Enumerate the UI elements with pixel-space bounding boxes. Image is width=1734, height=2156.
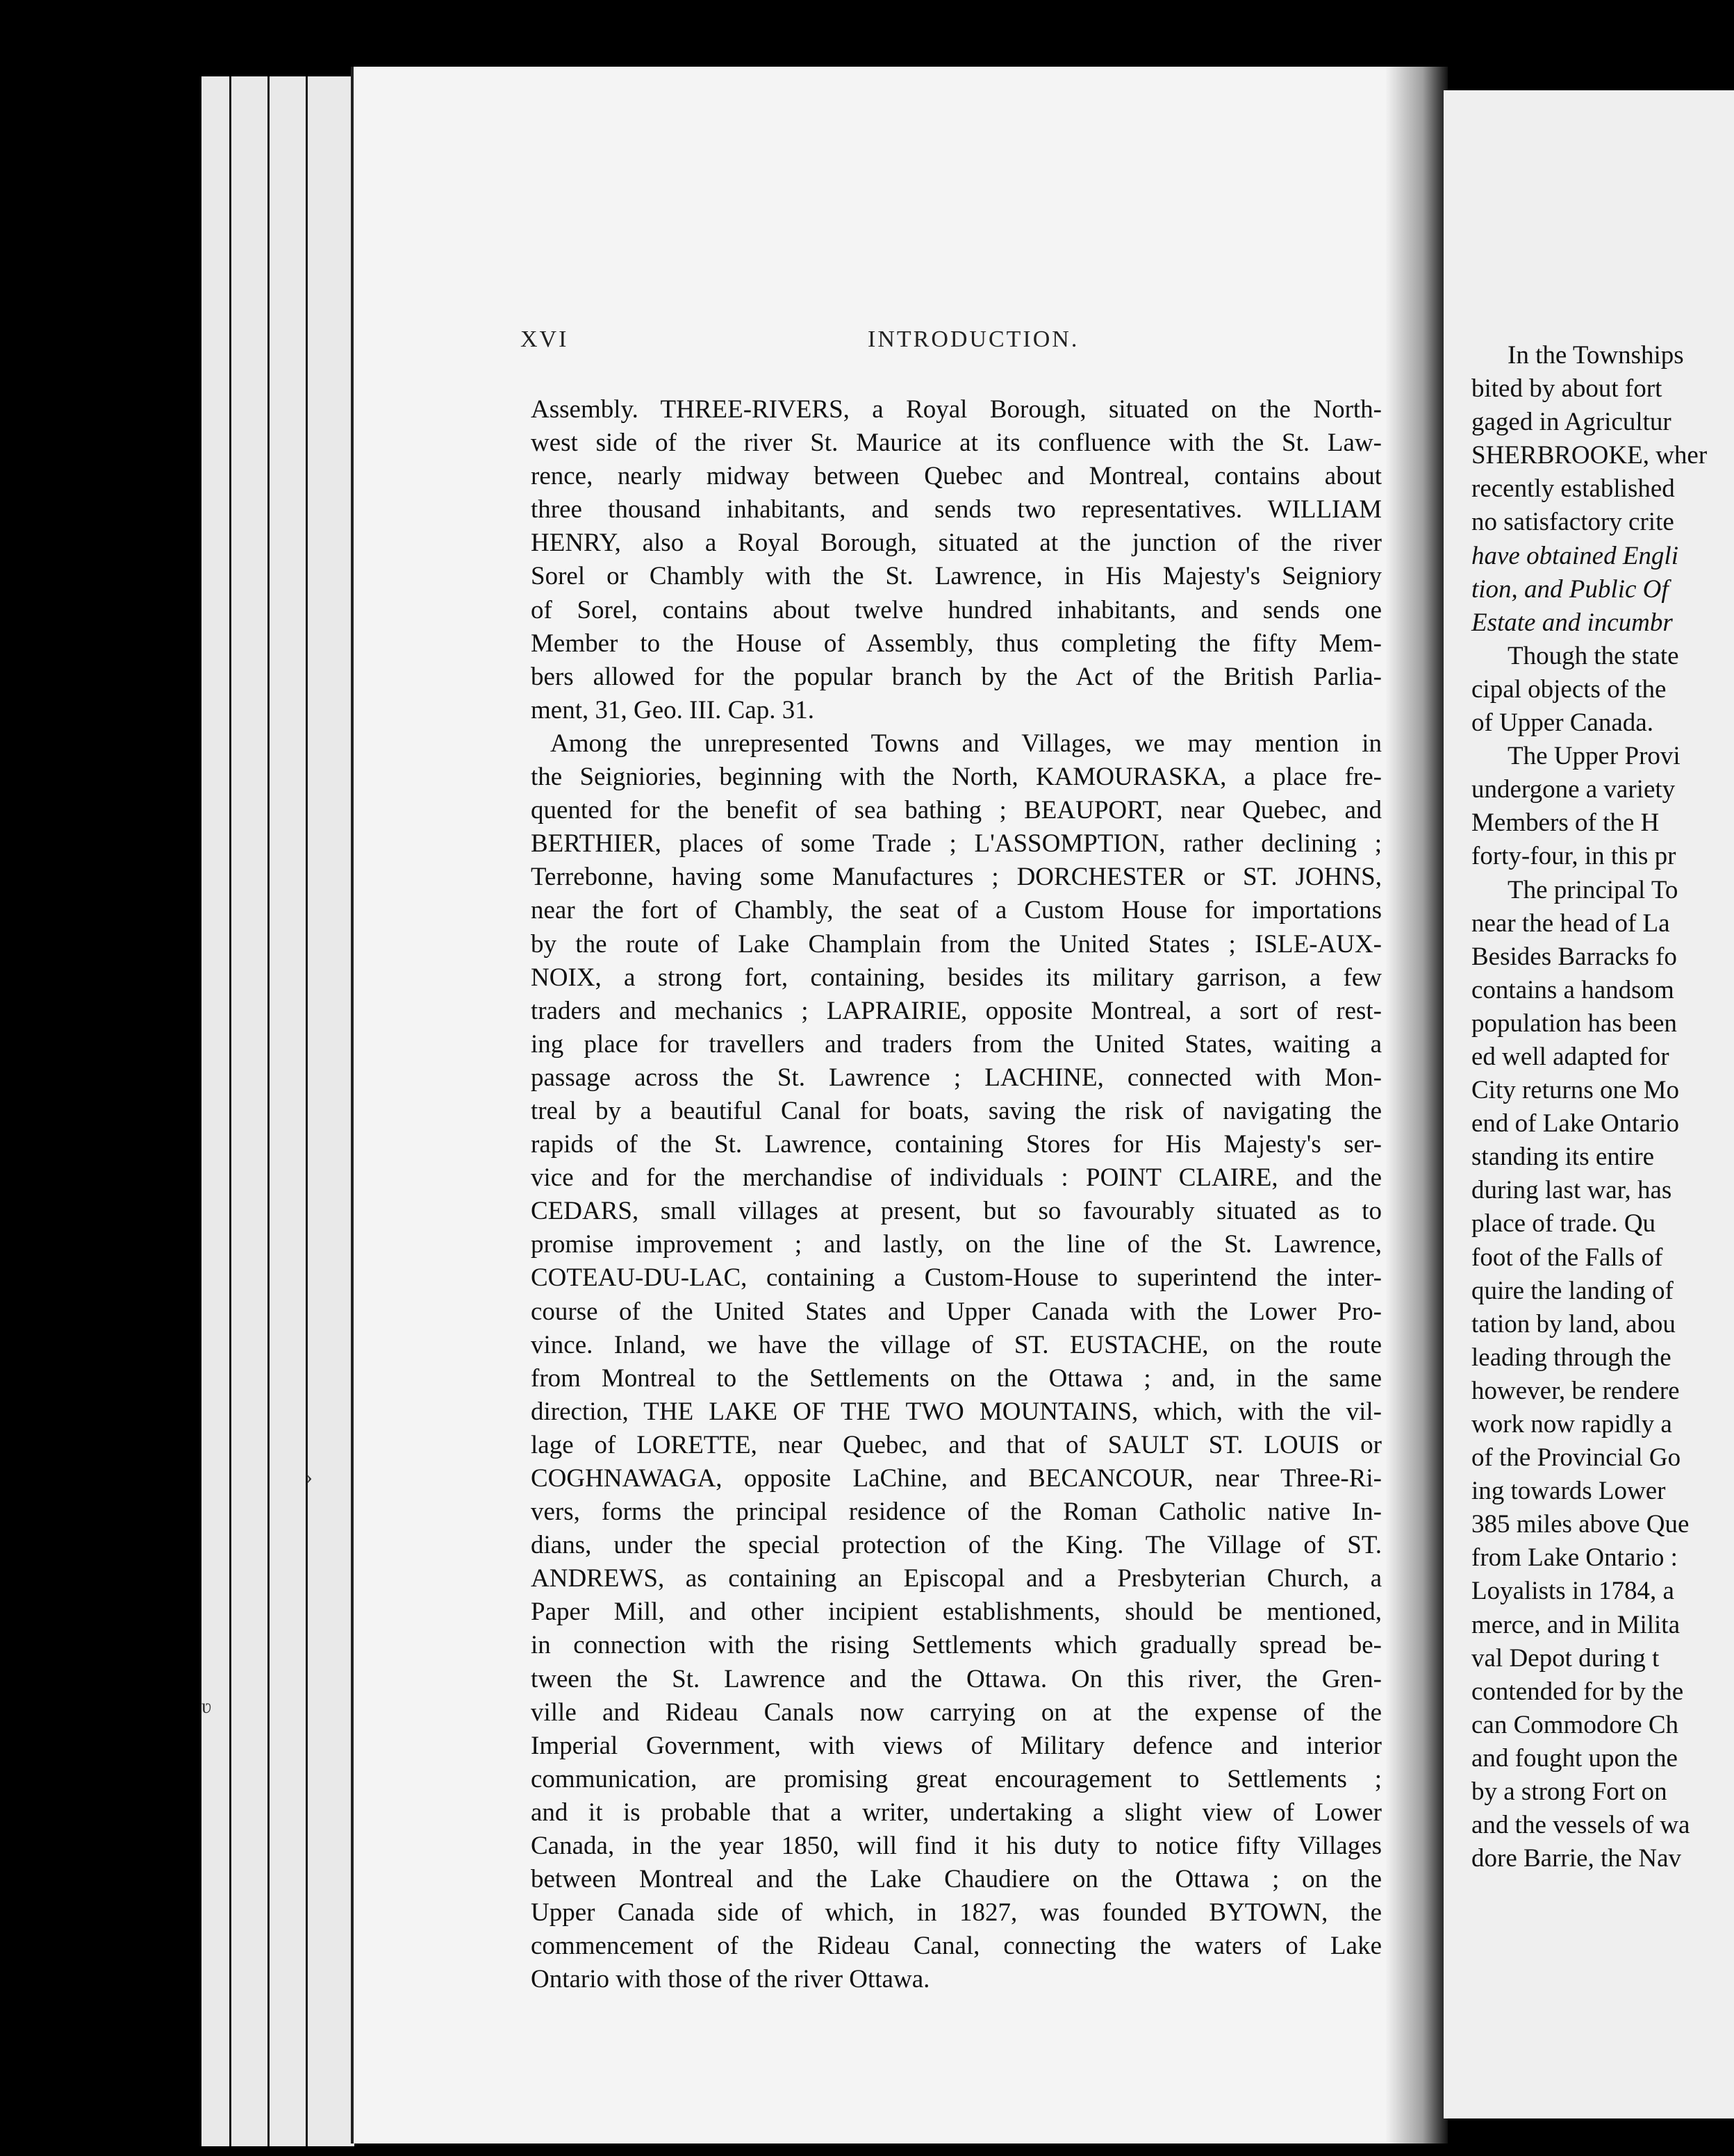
text-line: rence, nearly midway between Quebec and Montreal, contains about xyxy=(531,462,1382,491)
main-page xyxy=(351,67,1448,2143)
text-line: contended for by the xyxy=(1471,1677,1684,1706)
running-title: INTRODUCTION. xyxy=(868,326,1080,352)
text-line: ANDREWS, as containing an Episcopal and a Presbyterian Church, a xyxy=(531,1564,1382,1593)
text-line: lage of LORETTE, near Quebec, and that of SAULT ST. LOUIS or xyxy=(531,1430,1382,1459)
text-line: course of the United States and Upper Canada with the Lower Pro- xyxy=(531,1297,1382,1326)
text-line: treal by a beautiful Canal for boats, saving the risk of navigating the xyxy=(531,1096,1382,1125)
text-line: Sorel or Chambly with the St. Lawrence, in His Majesty's Seigniory xyxy=(531,562,1382,591)
text-line: Ontario with those of the river Ottawa. xyxy=(531,1965,930,1994)
text-line: traders and mechanics ; LAPRAIRIE, opposite Montreal, a sort of rest- xyxy=(531,996,1382,1025)
facing-page-text xyxy=(1471,339,1734,1875)
text-line: tation by land, abou xyxy=(1471,1309,1676,1338)
text-line: ville and Rideau Canals now carrying on at the expense of the xyxy=(531,1698,1382,1727)
text-line: Upper Canada side of which, in 1827, was founded BYTOWN, the xyxy=(531,1898,1382,1927)
text-line: 385 miles above Que xyxy=(1471,1510,1690,1539)
text-line: HENRY, also a Royal Borough, situated at the junction of the river xyxy=(531,529,1382,558)
text-line: west side of the river St. Maurice at its confluence with the St. Law- xyxy=(531,429,1382,458)
text-line: Imperial Government, with views of Military defence and interior xyxy=(531,1731,1382,1760)
text-line: SHERBROOKE, wher xyxy=(1471,441,1708,470)
text-line: foot of the Falls of xyxy=(1471,1243,1663,1272)
text-line: The principal To xyxy=(1508,875,1678,904)
text-line: however, be rendere xyxy=(1471,1376,1680,1405)
text-line: the Seigniories, beginning with the North, KAMOURASKA, a place fre- xyxy=(531,763,1382,792)
text-line: merce, and in Milita xyxy=(1471,1610,1681,1639)
text-line: and the vessels of wa xyxy=(1471,1811,1690,1840)
text-line: ing place for travellers and traders from the United States, waiting a xyxy=(531,1029,1382,1059)
text-line: vice and for the merchandise of individuals : POINT CLAIRE, and the xyxy=(531,1163,1382,1193)
text-line: CEDARS, small villages at present, but so favourably situated as to xyxy=(531,1197,1382,1226)
text-line: place of trade. Qu xyxy=(1471,1209,1656,1238)
text-line: work now rapidly a xyxy=(1471,1410,1672,1438)
text-line: tion, and Public Of xyxy=(1471,574,1669,604)
previous-page-edges: › ʋ xyxy=(201,76,354,2146)
text-line: cipal objects of the xyxy=(1471,674,1667,704)
text-line: Though the state xyxy=(1508,641,1679,670)
text-line: standing its entire xyxy=(1471,1143,1655,1172)
text-line: and it is probable that a writer, undertaking a slight view of Lower xyxy=(531,1798,1382,1827)
text-line: passage across the St. Lawrence ; LACHINE, connected with Mon- xyxy=(531,1063,1382,1092)
text-line: Terrebonne, having some Manufactures ; DORCHESTER or ST. JOHNS, xyxy=(531,863,1382,892)
text-line: near the head of La xyxy=(1471,909,1670,938)
body-text xyxy=(531,393,1382,1997)
text-line: undergone a variety xyxy=(1471,775,1676,804)
text-line: and fought upon the xyxy=(1471,1743,1678,1773)
text-line: communication, are promising great encouragement to Settlements ; xyxy=(531,1764,1382,1793)
text-line: contains a handsom xyxy=(1471,975,1674,1004)
text-line: of Upper Canada. xyxy=(1471,708,1653,738)
text-line: Assembly. THREE-RIVERS, a Royal Borough, situated on the North- xyxy=(531,395,1382,424)
text-line: quented for the benefit of sea bathing ; BEAUPORT, near Quebec, and xyxy=(531,796,1382,825)
text-line: Loyalists in 1784, a xyxy=(1471,1577,1674,1606)
text-line: population has been xyxy=(1471,1009,1677,1038)
text-line: in connection with the rising Settlements which gradually spread be- xyxy=(531,1631,1382,1660)
text-line: rapids of the St. Lawrence, containing Stores for His Majesty's ser- xyxy=(531,1130,1382,1159)
text-line: Paper Mill, and other incipient establishments, should be mentioned, xyxy=(531,1598,1382,1627)
text-line: Member to the House of Assembly, thus completing the fifty Mem- xyxy=(531,629,1382,658)
text-line: of the Provincial Go xyxy=(1471,1443,1681,1473)
text-line: ed well adapted for xyxy=(1471,1042,1669,1071)
text-line: tween the St. Lawrence and the Ottawa. On this river, the Gren- xyxy=(531,1664,1382,1693)
text-line: quire the landing of xyxy=(1471,1276,1674,1305)
text-line: COGHNAWAGA, opposite LaChine, and BECANCOUR, near Three-Ri- xyxy=(531,1464,1382,1493)
text-line: The Upper Provi xyxy=(1508,742,1681,771)
text-line: BERTHIER, places of some Trade ; L'ASSOMPTION, rather declining ; xyxy=(531,829,1382,859)
book-gutter-shadow xyxy=(1385,67,1448,2143)
text-line: forty-four, in this pr xyxy=(1471,842,1676,871)
text-line: vince. Inland, we have the village of ST. EUSTACHE, on the route xyxy=(531,1330,1382,1359)
text-line: Among the unrepresented Towns and Villages, we may mention in xyxy=(550,729,1382,758)
running-head xyxy=(520,326,1364,361)
text-line: City returns one Mo xyxy=(1471,1076,1680,1105)
text-line: no satisfactory crite xyxy=(1471,508,1674,537)
text-line: commencement of the Rideau Canal, connecting the waters of Lake xyxy=(531,1932,1382,1961)
text-line: of Sorel, contains about twelve hundred inhabitants, and sends one xyxy=(531,595,1382,624)
text-line: dians, under the special protection of the King. The Village of ST. xyxy=(531,1531,1382,1560)
text-line: bers allowed for the popular branch by the Act of the British Parlia- xyxy=(531,662,1382,691)
page-number: XVI xyxy=(520,326,569,352)
text-line: COTEAU-DU-LAC, containing a Custom-House to superintend the inter- xyxy=(531,1263,1382,1293)
facing-page xyxy=(1444,90,1734,2118)
text-line: recently established xyxy=(1471,474,1675,504)
text-line: bited by about fort xyxy=(1471,374,1662,404)
text-line: between Montreal and the Lake Chaudiere on the Ottawa ; on the xyxy=(531,1865,1382,1894)
text-line: by a strong Fort on xyxy=(1471,1777,1667,1807)
text-line: from Lake Ontario : xyxy=(1471,1543,1678,1573)
text-line: end of Lake Ontario xyxy=(1471,1109,1679,1138)
text-line: ment, 31, Geo. III. Cap. 31. xyxy=(531,695,814,724)
text-line: have obtained Engli xyxy=(1471,541,1678,570)
text-line: leading through the xyxy=(1471,1343,1671,1372)
text-line: near the fort of Chambly, the seat of a Custom House for importations xyxy=(531,896,1382,925)
text-line: ing towards Lower xyxy=(1471,1477,1666,1506)
text-line: Besides Barracks fo xyxy=(1471,942,1677,971)
text-line: NOIX, a strong fort, containing, besides its military garrison, a few xyxy=(531,963,1382,992)
text-line: val Depot during t xyxy=(1471,1643,1660,1673)
text-line: Estate and incumbr xyxy=(1471,608,1673,637)
text-line: during last war, has xyxy=(1471,1176,1672,1205)
text-line: promise improvement ; and lastly, on the line of the St. Lawrence, xyxy=(531,1230,1382,1259)
text-line: three thousand inhabitants, and sends two representatives. WILLIAM xyxy=(531,495,1382,524)
text-line: gaged in Agricultur xyxy=(1471,408,1671,437)
text-line: vers, forms the principal residence of the Roman Catholic native In- xyxy=(531,1498,1382,1527)
text-line: from Montreal to the Settlements on the Ottawa ; and, in the same xyxy=(531,1363,1382,1393)
text-line: Canada, in the year 1850, will find it his duty to notice fifty Villages xyxy=(531,1832,1382,1861)
text-line: direction, THE LAKE OF THE TWO MOUNTAINS, which, with the vil- xyxy=(531,1397,1382,1426)
text-line: dore Barrie, the Nav xyxy=(1471,1844,1682,1873)
text-line: can Commodore Ch xyxy=(1471,1710,1679,1739)
text-line: In the Townships xyxy=(1508,341,1684,370)
text-line: Members of the H xyxy=(1471,808,1660,838)
text-line: by the route of Lake Champlain from the United States ; ISLE-AUX- xyxy=(531,929,1382,959)
